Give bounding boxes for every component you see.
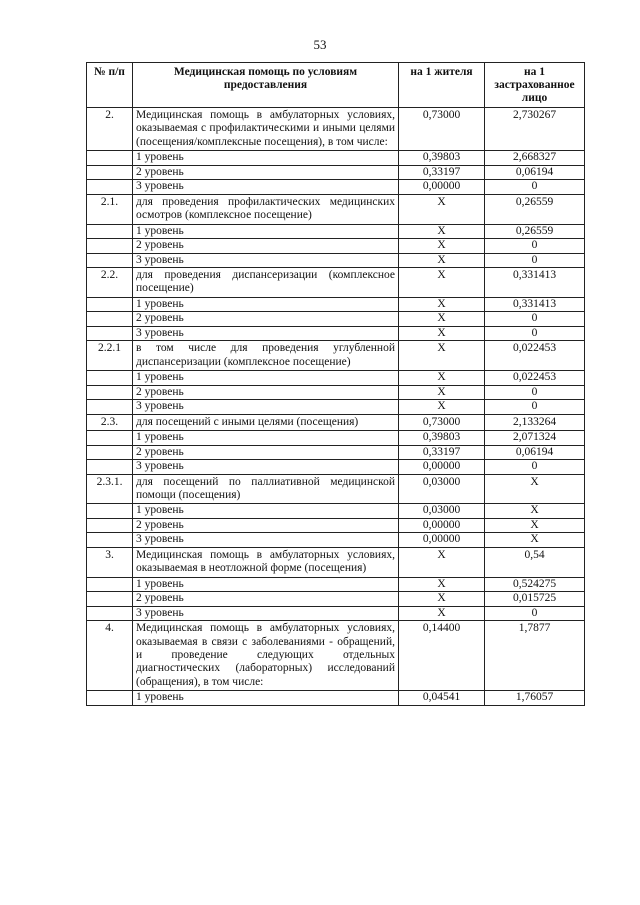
row-description: 1 уровень — [133, 691, 399, 706]
row-description: 1 уровень — [133, 151, 399, 166]
value-per-insured: 0,331413 — [485, 268, 585, 298]
value-per-insured: 2,668327 — [485, 151, 585, 166]
value-per-resident: 0,04541 — [399, 691, 485, 706]
row-number — [87, 224, 133, 239]
row-number — [87, 385, 133, 400]
table-row — [87, 385, 585, 400]
value-per-insured: 0 — [485, 385, 585, 400]
row-number — [87, 504, 133, 519]
table-row — [87, 326, 585, 341]
table-row — [87, 518, 585, 533]
header-per-resident: на 1 жителя — [399, 63, 485, 108]
row-description: 1 уровень — [133, 224, 399, 239]
row-description: Медицинская помощь в амбулаторных условиях, оказываемая с профилактическими и иными целями (посещения/комплексные посещения), в том числе: — [133, 108, 399, 151]
value-per-insured: 0,06194 — [485, 445, 585, 460]
value-per-resident: Х — [399, 592, 485, 607]
table-row — [87, 445, 585, 460]
row-number: 2.3.1. — [87, 474, 133, 504]
table-row — [87, 460, 585, 475]
row-number — [87, 691, 133, 706]
header-care-type: Медицинская помощь по условиям предоставления — [133, 63, 399, 108]
row-description: 3 уровень — [133, 253, 399, 268]
row-number — [87, 326, 133, 341]
row-number: 2.2.1 — [87, 341, 133, 371]
row-number — [87, 460, 133, 475]
value-per-resident: Х — [399, 194, 485, 224]
value-per-insured: 0 — [485, 239, 585, 254]
value-per-resident: Х — [399, 326, 485, 341]
care-volume-table — [86, 62, 585, 706]
value-per-resident: Х — [399, 547, 485, 577]
table-row — [87, 312, 585, 327]
value-per-resident: Х — [399, 371, 485, 386]
row-number — [87, 606, 133, 621]
value-per-resident: 0,00000 — [399, 180, 485, 195]
row-description: 2 уровень — [133, 385, 399, 400]
table-row — [87, 621, 585, 691]
table-row — [87, 414, 585, 430]
row-number: 3. — [87, 547, 133, 577]
value-per-resident: Х — [399, 224, 485, 239]
row-description: для посещений по паллиативной медицинской помощи (посещения) — [133, 474, 399, 504]
table-row — [87, 400, 585, 415]
table-row — [87, 474, 585, 504]
value-per-resident: Х — [399, 239, 485, 254]
row-description: 3 уровень — [133, 460, 399, 475]
row-description: 3 уровень — [133, 606, 399, 621]
value-per-insured: 0 — [485, 326, 585, 341]
value-per-insured: 0 — [485, 312, 585, 327]
value-per-insured: 0 — [485, 606, 585, 621]
table-row — [87, 504, 585, 519]
row-description: 3 уровень — [133, 400, 399, 415]
table-row — [87, 253, 585, 268]
row-description: 3 уровень — [133, 533, 399, 548]
table-row — [87, 592, 585, 607]
value-per-insured: Х — [485, 504, 585, 519]
value-per-insured: 2,730267 — [485, 108, 585, 151]
row-number — [87, 151, 133, 166]
table-row — [87, 108, 585, 151]
value-per-resident: Х — [399, 606, 485, 621]
row-number — [87, 533, 133, 548]
value-per-insured: 0,54 — [485, 547, 585, 577]
value-per-insured: 0,022453 — [485, 341, 585, 371]
row-number — [87, 445, 133, 460]
row-description: в том числе для проведения углубленной диспансеризации (комплексное посещение) — [133, 341, 399, 371]
row-number — [87, 592, 133, 607]
value-per-insured: Х — [485, 474, 585, 504]
row-description: Медицинская помощь в амбулаторных условиях, оказываемая в связи с заболеваниями - обращений, и проведение следующих отдельных диагностических (лабораторных) исследований (обращения), в том числе: — [133, 621, 399, 691]
value-per-resident: 0,33197 — [399, 445, 485, 460]
row-number — [87, 518, 133, 533]
table-row — [87, 691, 585, 706]
table-row — [87, 268, 585, 298]
row-description: 1 уровень — [133, 504, 399, 519]
row-description: 3 уровень — [133, 180, 399, 195]
value-per-insured: 0,331413 — [485, 297, 585, 312]
row-number — [87, 312, 133, 327]
row-number: 2.2. — [87, 268, 133, 298]
table-body — [87, 108, 585, 706]
value-per-insured: 2,071324 — [485, 431, 585, 446]
value-per-insured: 0 — [485, 400, 585, 415]
row-description: Медицинская помощь в амбулаторных условиях, оказываемая в неотложной форме (посещения) — [133, 547, 399, 577]
value-per-resident: Х — [399, 341, 485, 371]
value-per-resident: 0,00000 — [399, 460, 485, 475]
value-per-resident: Х — [399, 312, 485, 327]
row-number — [87, 165, 133, 180]
table-row — [87, 533, 585, 548]
row-number — [87, 371, 133, 386]
value-per-insured: 0,015725 — [485, 592, 585, 607]
table-row — [87, 194, 585, 224]
row-description: 1 уровень — [133, 431, 399, 446]
value-per-resident: 0,03000 — [399, 504, 485, 519]
value-per-insured: 1,76057 — [485, 691, 585, 706]
row-number — [87, 253, 133, 268]
value-per-resident: Х — [399, 400, 485, 415]
value-per-resident: 0,03000 — [399, 474, 485, 504]
row-description: для проведения профилактических медицинских осмотров (комплексное посещение) — [133, 194, 399, 224]
value-per-insured: 0 — [485, 460, 585, 475]
value-per-resident: Х — [399, 385, 485, 400]
row-number — [87, 577, 133, 592]
row-number: 2. — [87, 108, 133, 151]
table-row — [87, 297, 585, 312]
table-row — [87, 180, 585, 195]
row-number: 4. — [87, 621, 133, 691]
value-per-resident: 0,73000 — [399, 108, 485, 151]
value-per-insured: 0 — [485, 180, 585, 195]
table-row — [87, 431, 585, 446]
value-per-resident: Х — [399, 297, 485, 312]
row-number — [87, 431, 133, 446]
row-number — [87, 180, 133, 195]
value-per-insured: 2,133264 — [485, 414, 585, 430]
table-row — [87, 341, 585, 371]
table-row — [87, 239, 585, 254]
value-per-resident: 0,00000 — [399, 518, 485, 533]
row-number: 2.3. — [87, 414, 133, 430]
header-number: № п/п — [87, 63, 133, 108]
value-per-insured: 0 — [485, 253, 585, 268]
row-number — [87, 297, 133, 312]
row-description: 1 уровень — [133, 577, 399, 592]
value-per-resident: 0,14400 — [399, 621, 485, 691]
row-description: для проведения диспансеризации (комплексное посещение) — [133, 268, 399, 298]
row-description: 2 уровень — [133, 518, 399, 533]
table-row — [87, 224, 585, 239]
row-description: 1 уровень — [133, 297, 399, 312]
table-row — [87, 371, 585, 386]
row-description: для посещений с иными целями (посещения) — [133, 414, 399, 430]
row-description: 2 уровень — [133, 592, 399, 607]
table-row — [87, 577, 585, 592]
row-description: 2 уровень — [133, 239, 399, 254]
table-row — [87, 151, 585, 166]
header-per-insured: на 1 застрахованное лицо — [485, 63, 585, 108]
value-per-insured: 0,022453 — [485, 371, 585, 386]
value-per-resident: 0,00000 — [399, 533, 485, 548]
value-per-insured: 0,26559 — [485, 224, 585, 239]
table-row — [87, 606, 585, 621]
value-per-insured: Х — [485, 518, 585, 533]
value-per-resident: Х — [399, 268, 485, 298]
page-number: 53 — [313, 37, 327, 52]
value-per-resident: 0,39803 — [399, 151, 485, 166]
value-per-insured: 1,7877 — [485, 621, 585, 691]
value-per-resident: Х — [399, 577, 485, 592]
table-row — [87, 547, 585, 577]
value-per-resident: 0,73000 — [399, 414, 485, 430]
value-per-insured: Х — [485, 533, 585, 548]
row-number: 2.1. — [87, 194, 133, 224]
row-description: 2 уровень — [133, 312, 399, 327]
value-per-resident: 0,33197 — [399, 165, 485, 180]
table-row — [87, 165, 585, 180]
value-per-resident: Х — [399, 253, 485, 268]
value-per-insured: 0,06194 — [485, 165, 585, 180]
row-description: 3 уровень — [133, 326, 399, 341]
row-number — [87, 400, 133, 415]
value-per-insured: 0,524275 — [485, 577, 585, 592]
value-per-insured: 0,26559 — [485, 194, 585, 224]
row-number — [87, 239, 133, 254]
row-description: 2 уровень — [133, 445, 399, 460]
table-header-row — [87, 63, 585, 108]
row-description: 1 уровень — [133, 371, 399, 386]
value-per-resident: 0,39803 — [399, 431, 485, 446]
row-description: 2 уровень — [133, 165, 399, 180]
